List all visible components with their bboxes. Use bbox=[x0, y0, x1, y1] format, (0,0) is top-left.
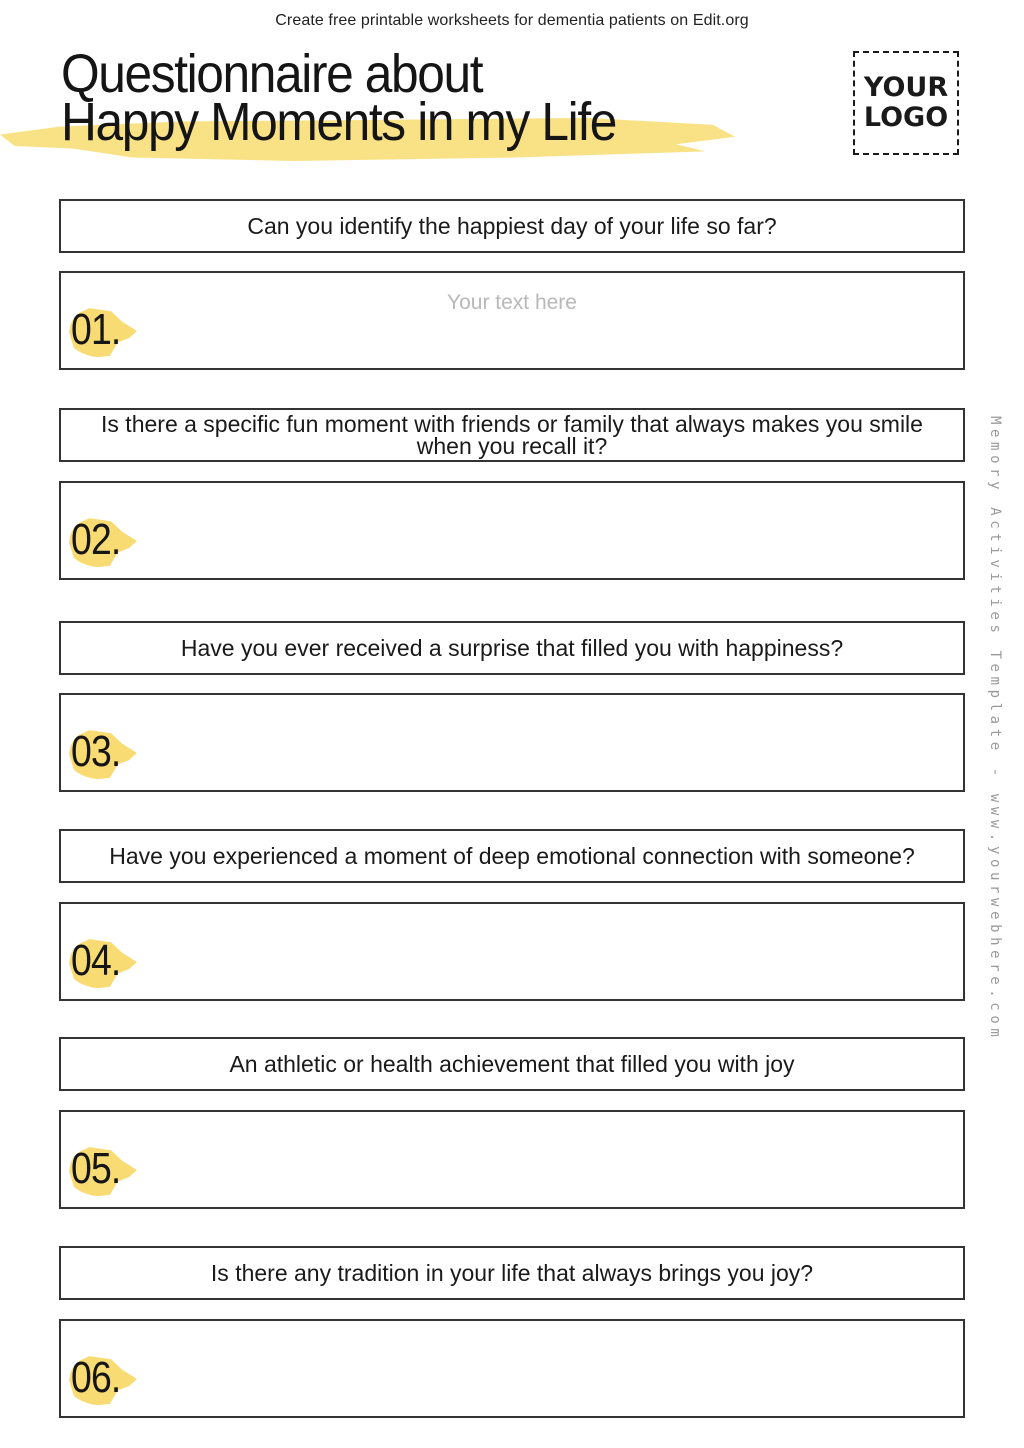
question-text: Can you identify the happiest day of your life so far? bbox=[247, 213, 777, 239]
answer-box-1[interactable] bbox=[59, 271, 965, 370]
question-box-1 bbox=[59, 199, 965, 253]
question-number-badge bbox=[67, 514, 147, 566]
top-note: Create free printable worksheets for dementia patients on Edit.org bbox=[275, 12, 749, 29]
question-text: An athletic or health achievement that filled you with joy bbox=[229, 1051, 795, 1077]
question-text: Have you experienced a moment of deep emotional connection with someone? bbox=[109, 843, 915, 869]
question-number: 01. bbox=[71, 305, 121, 354]
page-title bbox=[0, 45, 760, 165]
question-text: Is there any tradition in your life that always brings you joy? bbox=[210, 1260, 814, 1286]
question-box-6 bbox=[59, 1246, 965, 1300]
question-box-4 bbox=[59, 829, 965, 883]
question-number-badge bbox=[67, 726, 147, 778]
question-text: Have you ever received a surprise that filled you with happiness? bbox=[180, 635, 844, 661]
question-number-badge bbox=[67, 1352, 147, 1404]
question-number: 05. bbox=[71, 1144, 121, 1193]
question-text: Is there a specific fun moment with friends or family that always makes you smile when you recall it? bbox=[101, 411, 923, 459]
question-box-5 bbox=[59, 1037, 965, 1091]
question-box-3 bbox=[59, 621, 965, 675]
answer-box-3[interactable] bbox=[59, 693, 965, 792]
logo-text-line-2: LOGO bbox=[863, 102, 949, 133]
answer-placeholder[interactable]: Your text here bbox=[447, 291, 577, 314]
answer-box-6[interactable] bbox=[59, 1319, 965, 1418]
question-number: 04. bbox=[71, 936, 121, 985]
answer-box-4[interactable] bbox=[59, 902, 965, 1001]
answer-box-2[interactable] bbox=[59, 481, 965, 580]
logo-placeholder[interactable] bbox=[853, 51, 959, 155]
side-watermark-text: Memory Activities Template - www.yourwebhere.com bbox=[987, 416, 1003, 1042]
title-line-2: Happy Moments in my Life bbox=[61, 92, 616, 152]
question-number: 03. bbox=[71, 727, 121, 776]
question-number: 06. bbox=[71, 1353, 121, 1402]
question-number-badge bbox=[67, 935, 147, 987]
question-number: 02. bbox=[71, 515, 121, 564]
question-box-2 bbox=[59, 408, 965, 462]
title-line-1: Questionnaire about bbox=[61, 44, 483, 104]
question-number-badge bbox=[67, 1143, 147, 1195]
question-number-badge bbox=[67, 304, 147, 356]
answer-box-5[interactable] bbox=[59, 1110, 965, 1209]
logo-text-line-1: YOUR bbox=[863, 72, 949, 103]
